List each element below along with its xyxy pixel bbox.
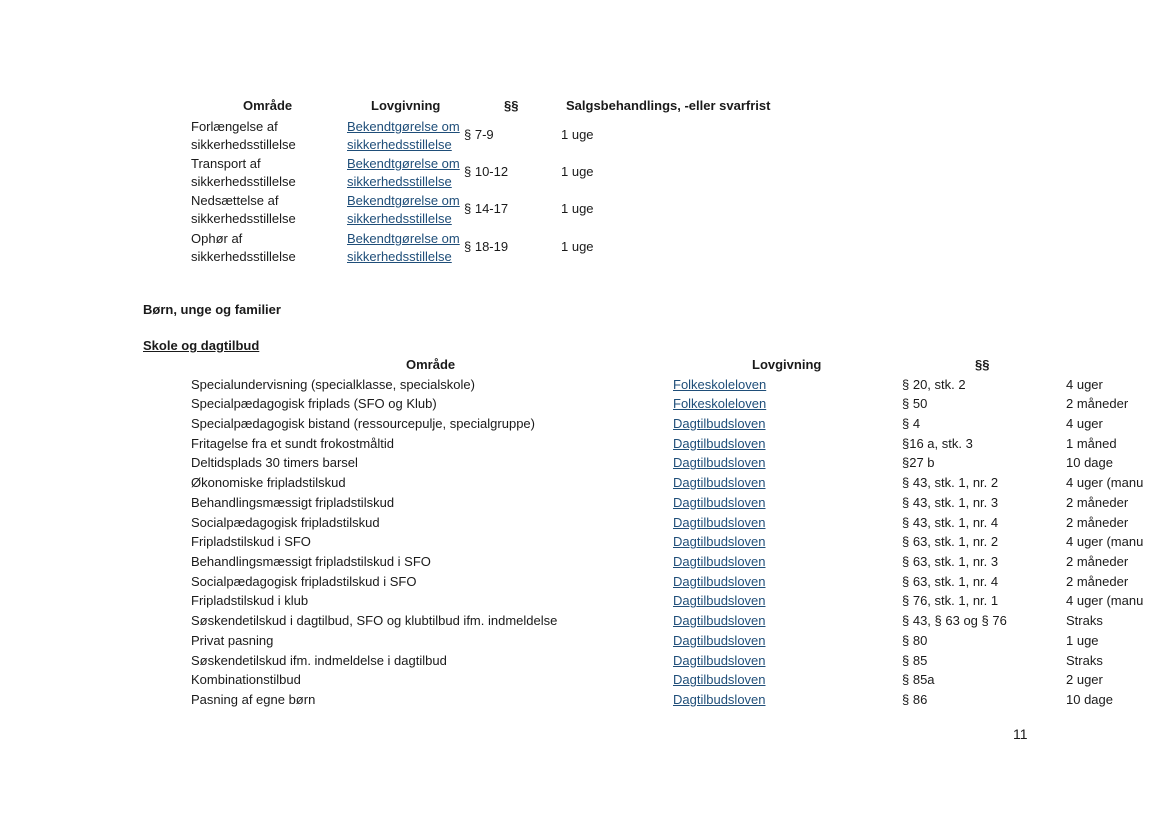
table2-cell-frist: 1 måned [1066,435,1117,451]
table2-cell-paragraf: § 86 [902,692,928,708]
table2-cell-frist: 2 uger [1066,672,1103,688]
table2-cell-omraade: Specialpædagogisk friplads (SFO og Klub) [191,396,437,412]
table-row [0,192,1169,230]
table2-cell-frist: 4 uger [1066,415,1103,431]
table1-cell-frist: 1 uge [561,201,594,216]
table2-cell-lovgivning-link[interactable]: Dagtilbudsloven [673,692,766,708]
table2-cell-lovgivning-link[interactable]: Dagtilbudsloven [673,534,766,550]
table1-cell-omraade: Transport af sikkerhedsstillelse [191,156,296,189]
table2-cell-omraade: Socialpædagogisk fripladstilskud i SFO [191,573,417,589]
table-row [0,414,1169,434]
table-row [0,230,1169,268]
table-row [0,591,1169,611]
table2-cell-omraade: Søskendetilskud ifm. indmeldelse i dagtilbud [191,652,447,668]
table2-cell-frist: 2 måneder [1066,494,1129,510]
table2-cell-paragraf: § 63, stk. 1, nr. 4 [902,573,999,589]
table-row [0,670,1169,690]
page-number: 11 [1013,726,1028,742]
table2-cell-lovgivning-link[interactable]: Dagtilbudsloven [673,455,766,471]
table-row [0,434,1169,454]
table2-cell-paragraf: §27 b [902,455,935,471]
table-row [0,690,1169,710]
subsection-heading: Skole og dagtilbud [143,338,260,353]
table1-header-paragraf: §§ [504,98,519,113]
table2-cell-omraade: Fripladstilskud i klub [191,593,309,609]
table-row [0,394,1169,414]
table2-cell-paragraf: § 76, stk. 1, nr. 1 [902,593,999,609]
table2-cell-omraade: Fritagelse fra et sundt frokostmåltid [191,435,395,451]
table2-cell-omraade: Specialundervisning (specialklasse, specialskole) [191,376,475,392]
table2-cell-paragraf: § 20, stk. 2 [902,376,966,392]
table-row [0,552,1169,572]
table2-cell-omraade: Behandlingsmæssigt fripladstilskud [191,494,395,510]
table-row [0,493,1169,513]
table2-cell-paragraf: §16 a, stk. 3 [902,435,973,451]
table-row [0,513,1169,533]
table2-cell-paragraf: § 43, stk. 1, nr. 2 [902,475,999,491]
table2-cell-lovgivning-link[interactable]: Dagtilbudsloven [673,672,766,688]
table1-cell-paragraf: § 14-17 [464,201,509,216]
table-row [0,631,1169,651]
table2-cell-omraade: Deltidsplads 30 timers barsel [191,455,358,471]
table1-cell-frist: 1 uge [561,164,594,179]
table2-cell-frist: 4 uger (manu [1066,534,1144,550]
table-row [0,453,1169,473]
table2-cell-frist: 10 dage [1066,455,1113,471]
table-row [0,572,1169,592]
table2-cell-lovgivning-link[interactable]: Dagtilbudsloven [673,475,766,491]
table1-cell-paragraf: § 10-12 [464,164,509,179]
table-row [0,155,1169,193]
table-row [0,375,1169,395]
table2-cell-frist: 2 måneder [1066,514,1129,530]
table1-header-lovgivning: Lovgivning [371,98,441,113]
table1-cell-lovgivning-link[interactable]: Bekendtgørelse om sikkerhedsstillelse [347,119,460,152]
table2-cell-lovgivning-link[interactable]: Dagtilbudsloven [673,573,766,589]
table2-cell-paragraf: § 43, stk. 1, nr. 3 [902,494,999,510]
table2-cell-omraade: Økonomiske fripladstilskud [191,475,346,491]
table1-cell-paragraf: § 7-9 [464,127,494,142]
table1-header-omraade: Område [243,98,293,113]
table2-cell-lovgivning-link[interactable]: Dagtilbudsloven [673,415,766,431]
table-row [0,532,1169,552]
table2-cell-frist: 10 dage [1066,692,1113,708]
table1-cell-lovgivning-link[interactable]: Bekendtgørelse om sikkerhedsstillelse [347,156,460,189]
table1-cell-frist: 1 uge [561,127,594,142]
table-row [0,651,1169,671]
table2-cell-paragraf: § 43, stk. 1, nr. 4 [902,514,999,530]
table2-cell-paragraf: § 4 [902,415,921,431]
table1-cell-omraade: Forlængelse af sikkerhedsstillelse [191,119,296,152]
table1-cell-lovgivning-link[interactable]: Bekendtgørelse om sikkerhedsstillelse [347,231,460,264]
table-row [0,473,1169,493]
table2-cell-lovgivning-link[interactable]: Folkeskoleloven [673,396,767,412]
table1-cell-frist: 1 uge [561,239,594,254]
table2-cell-omraade: Privat pasning [191,632,274,648]
table2-cell-lovgivning-link[interactable]: Dagtilbudsloven [673,553,766,569]
table2-cell-omraade: Behandlingsmæssigt fripladstilskud i SFO [191,553,431,569]
table2-header-paragraf: §§ [975,357,990,372]
table2-cell-frist: 2 måneder [1066,573,1129,589]
table2-header-lovgivning: Lovgivning [752,357,822,372]
table2-cell-omraade: Kombinationstilbud [191,672,301,688]
table2-header-omraade: Område [406,357,456,372]
table2-cell-frist: 4 uger [1066,376,1103,392]
table2-cell-lovgivning-link[interactable]: Folkeskoleloven [673,376,767,392]
table2-cell-omraade: Fripladstilskud i SFO [191,534,311,550]
table2-cell-lovgivning-link[interactable]: Dagtilbudsloven [673,632,766,648]
table2-cell-frist: 4 uger (manu [1066,475,1144,491]
table1-cell-paragraf: § 18-19 [464,239,509,254]
table2-cell-lovgivning-link[interactable]: Dagtilbudsloven [673,494,766,510]
table2-cell-frist: 2 måneder [1066,396,1129,412]
table2-cell-frist: 4 uger (manu [1066,593,1144,609]
table2-cell-omraade: Pasning af egne børn [191,692,316,708]
table2-cell-frist: Straks [1066,613,1103,629]
table1-cell-omraade: Ophør af sikkerhedsstillelse [191,231,296,264]
table2-cell-frist: 2 måneder [1066,553,1129,569]
table1-cell-lovgivning-link[interactable]: Bekendtgørelse om sikkerhedsstillelse [347,193,460,226]
table2-cell-omraade: Socialpædagogisk fripladstilskud [191,514,380,530]
table2-cell-lovgivning-link[interactable]: Dagtilbudsloven [673,435,766,451]
table2-cell-paragraf: § 80 [902,632,928,648]
table2-cell-omraade: Søskendetilskud i dagtilbud, SFO og klubtilbud ifm. indmeldelse [191,613,558,629]
table1-cell-omraade: Nedsættelse af sikkerhedsstillelse [191,193,296,226]
table1-header-frist: Salgsbehandlings, -eller svarfrist [566,98,771,113]
table2-cell-lovgivning-link[interactable]: Dagtilbudsloven [673,514,766,530]
table2-cell-paragraf: § 50 [902,396,928,412]
section-heading: Børn, unge og familier [143,302,281,317]
table2-cell-frist: Straks [1066,652,1103,668]
table2-cell-omraade: Specialpædagogisk bistand (ressourcepulje, specialgruppe) [191,415,535,431]
table2-cell-paragraf: § 43, § 63 og § 76 [902,613,1007,629]
table-row [0,118,1169,156]
table2-cell-paragraf: § 85a [902,672,935,688]
table2-cell-paragraf: § 63, stk. 1, nr. 2 [902,534,999,550]
table-row [0,611,1169,631]
table2-cell-paragraf: § 85 [902,652,928,668]
table2-cell-frist: 1 uge [1066,632,1099,648]
table2-cell-lovgivning-link[interactable]: Dagtilbudsloven [673,613,766,629]
table2-cell-lovgivning-link[interactable]: Dagtilbudsloven [673,652,766,668]
table2-cell-paragraf: § 63, stk. 1, nr. 3 [902,553,999,569]
table2-cell-lovgivning-link[interactable]: Dagtilbudsloven [673,593,766,609]
